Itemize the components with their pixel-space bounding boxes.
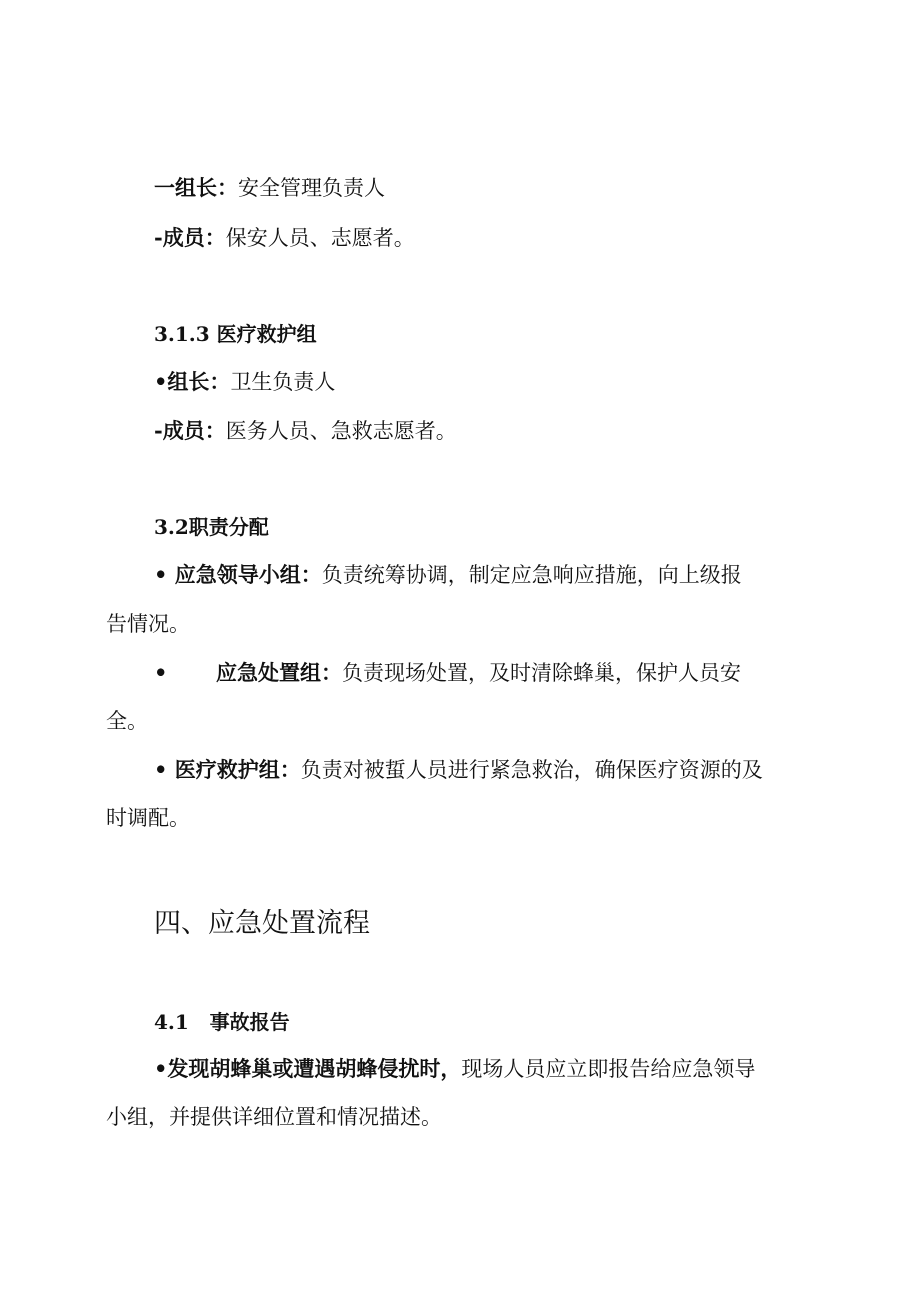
report-label: •发现胡蜂巢或遭遇胡蜂侵扰时， <box>154 1056 462 1081</box>
report-continuation: 小组，并提供详细位置和情况描述。 <box>106 1105 442 1129</box>
group-leader-value: 安全管理负责人 <box>238 176 385 200</box>
duty-response-body <box>216 659 741 687</box>
report-text: 现场人员应立即报告给应急领导 <box>461 1057 756 1081</box>
report-line <box>154 1055 755 1083</box>
group-members-line <box>154 224 415 252</box>
duty-leadership-text: 负责统筹协调，制定应急响应措施，向上级报 <box>321 563 742 587</box>
group-leader-line <box>154 174 385 202</box>
duty-medical-continuation: 时调配。 <box>106 806 190 830</box>
section-heading-4-1: 4.1 事故报告 <box>154 1010 290 1034</box>
medical-leader-value: 卫生负责人 <box>230 370 336 394</box>
section-heading-3-1-3: 3.1.3 医疗救护组 <box>154 322 317 346</box>
duty-response-continuation: 全。 <box>106 709 148 733</box>
chapter-title-4: 四、应急处置流程 <box>154 908 370 939</box>
duty-response-text: 负责现场处置，及时清除蜂巢，保护人员安 <box>342 661 741 685</box>
group-leader-label: 一组长： <box>154 175 238 200</box>
duty-leadership-line <box>154 561 742 589</box>
section-heading-3-2: 3.2职责分配 <box>154 515 269 539</box>
medical-leader-line <box>154 368 335 396</box>
group-members-value: 保安人员、志愿者。 <box>225 226 415 250</box>
group-members-label: -成员： <box>154 225 226 250</box>
duty-leadership-label: • 应急领导小组： <box>154 562 322 587</box>
duty-medical-line <box>154 756 763 784</box>
medical-leader-label: •组长： <box>154 369 231 394</box>
medical-members-label: -成员： <box>154 418 226 443</box>
duty-response-label: 应急处置组： <box>216 660 342 685</box>
duty-medical-text: 负责对被蜇人员进行紧急救治，确保医疗资源的及 <box>300 758 763 782</box>
medical-members-value: 医务人员、急救志愿者。 <box>225 419 457 443</box>
duty-leadership-continuation: 告情况。 <box>106 612 190 636</box>
medical-members-line <box>154 417 457 445</box>
duty-response-bullet: • <box>154 660 168 685</box>
duty-response-line <box>154 659 167 687</box>
duty-medical-label: • 医疗救护组： <box>154 757 301 782</box>
